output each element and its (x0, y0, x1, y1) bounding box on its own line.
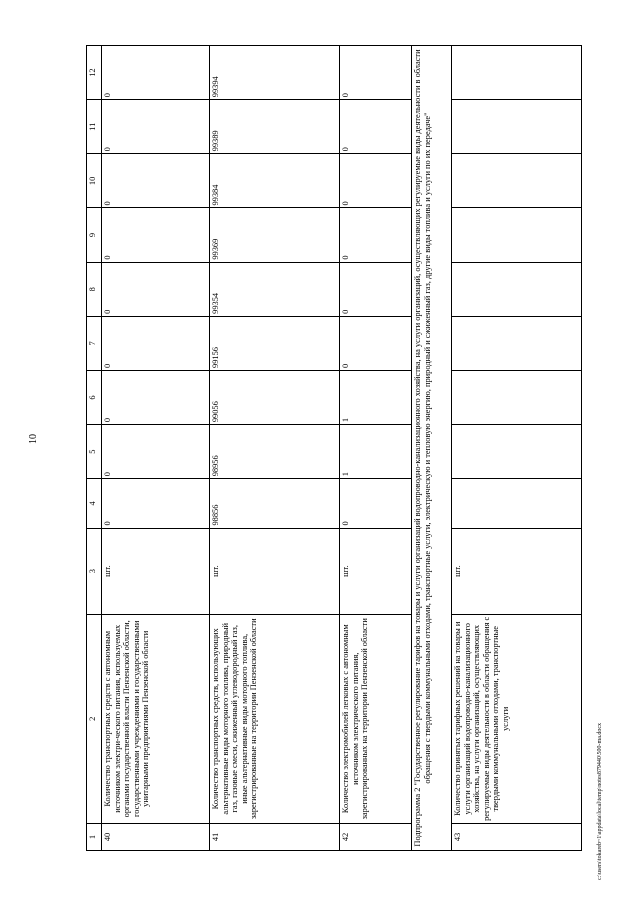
row-value (452, 479, 582, 528)
row-value: 0 (102, 262, 210, 316)
row-value: 0 (340, 100, 412, 154)
row-description: Количество транспортных средств с автономным источником электри-ческого питания, используемых органами государственной власти Пензенской области, государственными учреждениями и государственными унитарными предприятиями Пензенской области (102, 614, 210, 823)
row-number: 42 (340, 823, 412, 850)
row-value: 98856 (210, 479, 340, 528)
row-value: 0 (102, 425, 210, 479)
row-description: Количество транспортных средств, использующих альтернативные виды моторного топлива, природный газ, газовые смеси, сжиженный углеводородный газ, иные альтернативные виды моторного топлива, зарегистрированные на территории Пензенской области (210, 614, 340, 823)
row-value: 0 (102, 46, 210, 100)
table-header-row (87, 46, 102, 851)
row-value: 0 (102, 479, 210, 528)
row-value: 0 (340, 262, 412, 316)
row-value: 98956 (210, 425, 340, 479)
file-path-footer (594, 630, 606, 880)
col-header: 3 (87, 528, 102, 614)
row-number: 41 (210, 823, 340, 850)
col-header: 2 (87, 614, 102, 823)
row-value (452, 46, 582, 100)
row-value: 0 (102, 208, 210, 262)
subprogram-row (412, 46, 452, 851)
row-value: 0 (102, 154, 210, 208)
row-value: 99384 (210, 154, 340, 208)
row-number: 43 (452, 823, 582, 850)
row-value: 1 (340, 370, 412, 424)
row-value: 99394 (210, 46, 340, 100)
table-row (210, 46, 340, 851)
row-value: 0 (102, 370, 210, 424)
row-value: 0 (340, 479, 412, 528)
row-value (452, 262, 582, 316)
table-row (340, 46, 412, 851)
subprogram-heading: Подпрограмма 2 "Государственное регулирование тарифов на товары и услуги организаций водопроводно-канализационного хозяйства, на услуги организаций, осуществляющих регулируемые виды деятельности в области обращения с твердыми коммунальными отходами, транспортные услуги, электрическую и тепловую энергию, природный и сжиженный газ, другие виды топлива и услуги по их передаче" (412, 46, 452, 851)
row-value: 99056 (210, 370, 340, 424)
col-header: 4 (87, 479, 102, 528)
row-value (452, 370, 582, 424)
row-number: 40 (102, 823, 210, 850)
row-description: Количество принятых тарифных решений на товары и услуги организаций водопроводно-канализационного хозяйства, на услуги организаций, осуществляющих регулируемые виды деятельности в области обращения с твердыми коммунальными отходами, транспортные услуги (452, 614, 582, 823)
col-header: 10 (87, 154, 102, 208)
row-value: 0 (102, 100, 210, 154)
row-description: Количество электромобилей легковых с автономным источником электрического питания, зарегистрированных на территории Пензенской области (340, 614, 412, 823)
row-value: 0 (340, 316, 412, 370)
row-value: 0 (340, 46, 412, 100)
col-header: 12 (87, 46, 102, 100)
col-header: 5 (87, 425, 102, 479)
col-header: 9 (87, 208, 102, 262)
row-value (452, 208, 582, 262)
page-number: 10 (28, 434, 39, 444)
row-value: 99156 (210, 316, 340, 370)
file-path-text: c:\users\tokareb~1\appdata\local\temp\notes879440\500-ma.docx (597, 722, 603, 880)
table-row (452, 46, 582, 851)
indicator-table-rotated (86, 45, 591, 851)
row-value: 99389 (210, 100, 340, 154)
table-row (102, 46, 210, 851)
row-value: 1 (340, 425, 412, 479)
row-value (452, 316, 582, 370)
row-unit: шт. (340, 528, 412, 614)
row-value: 0 (102, 316, 210, 370)
row-unit: шт. (452, 528, 582, 614)
row-unit: шт. (210, 528, 340, 614)
row-value (452, 154, 582, 208)
col-header: 1 (87, 823, 102, 850)
row-value: 99354 (210, 262, 340, 316)
row-unit: шт. (102, 528, 210, 614)
col-header: 11 (87, 100, 102, 154)
row-value: 0 (340, 208, 412, 262)
col-header: 8 (87, 262, 102, 316)
row-value (452, 425, 582, 479)
row-value: 99369 (210, 208, 340, 262)
indicator-table (86, 45, 582, 851)
col-header: 7 (87, 316, 102, 370)
row-value: 0 (340, 154, 412, 208)
col-header: 6 (87, 370, 102, 424)
row-value (452, 100, 582, 154)
